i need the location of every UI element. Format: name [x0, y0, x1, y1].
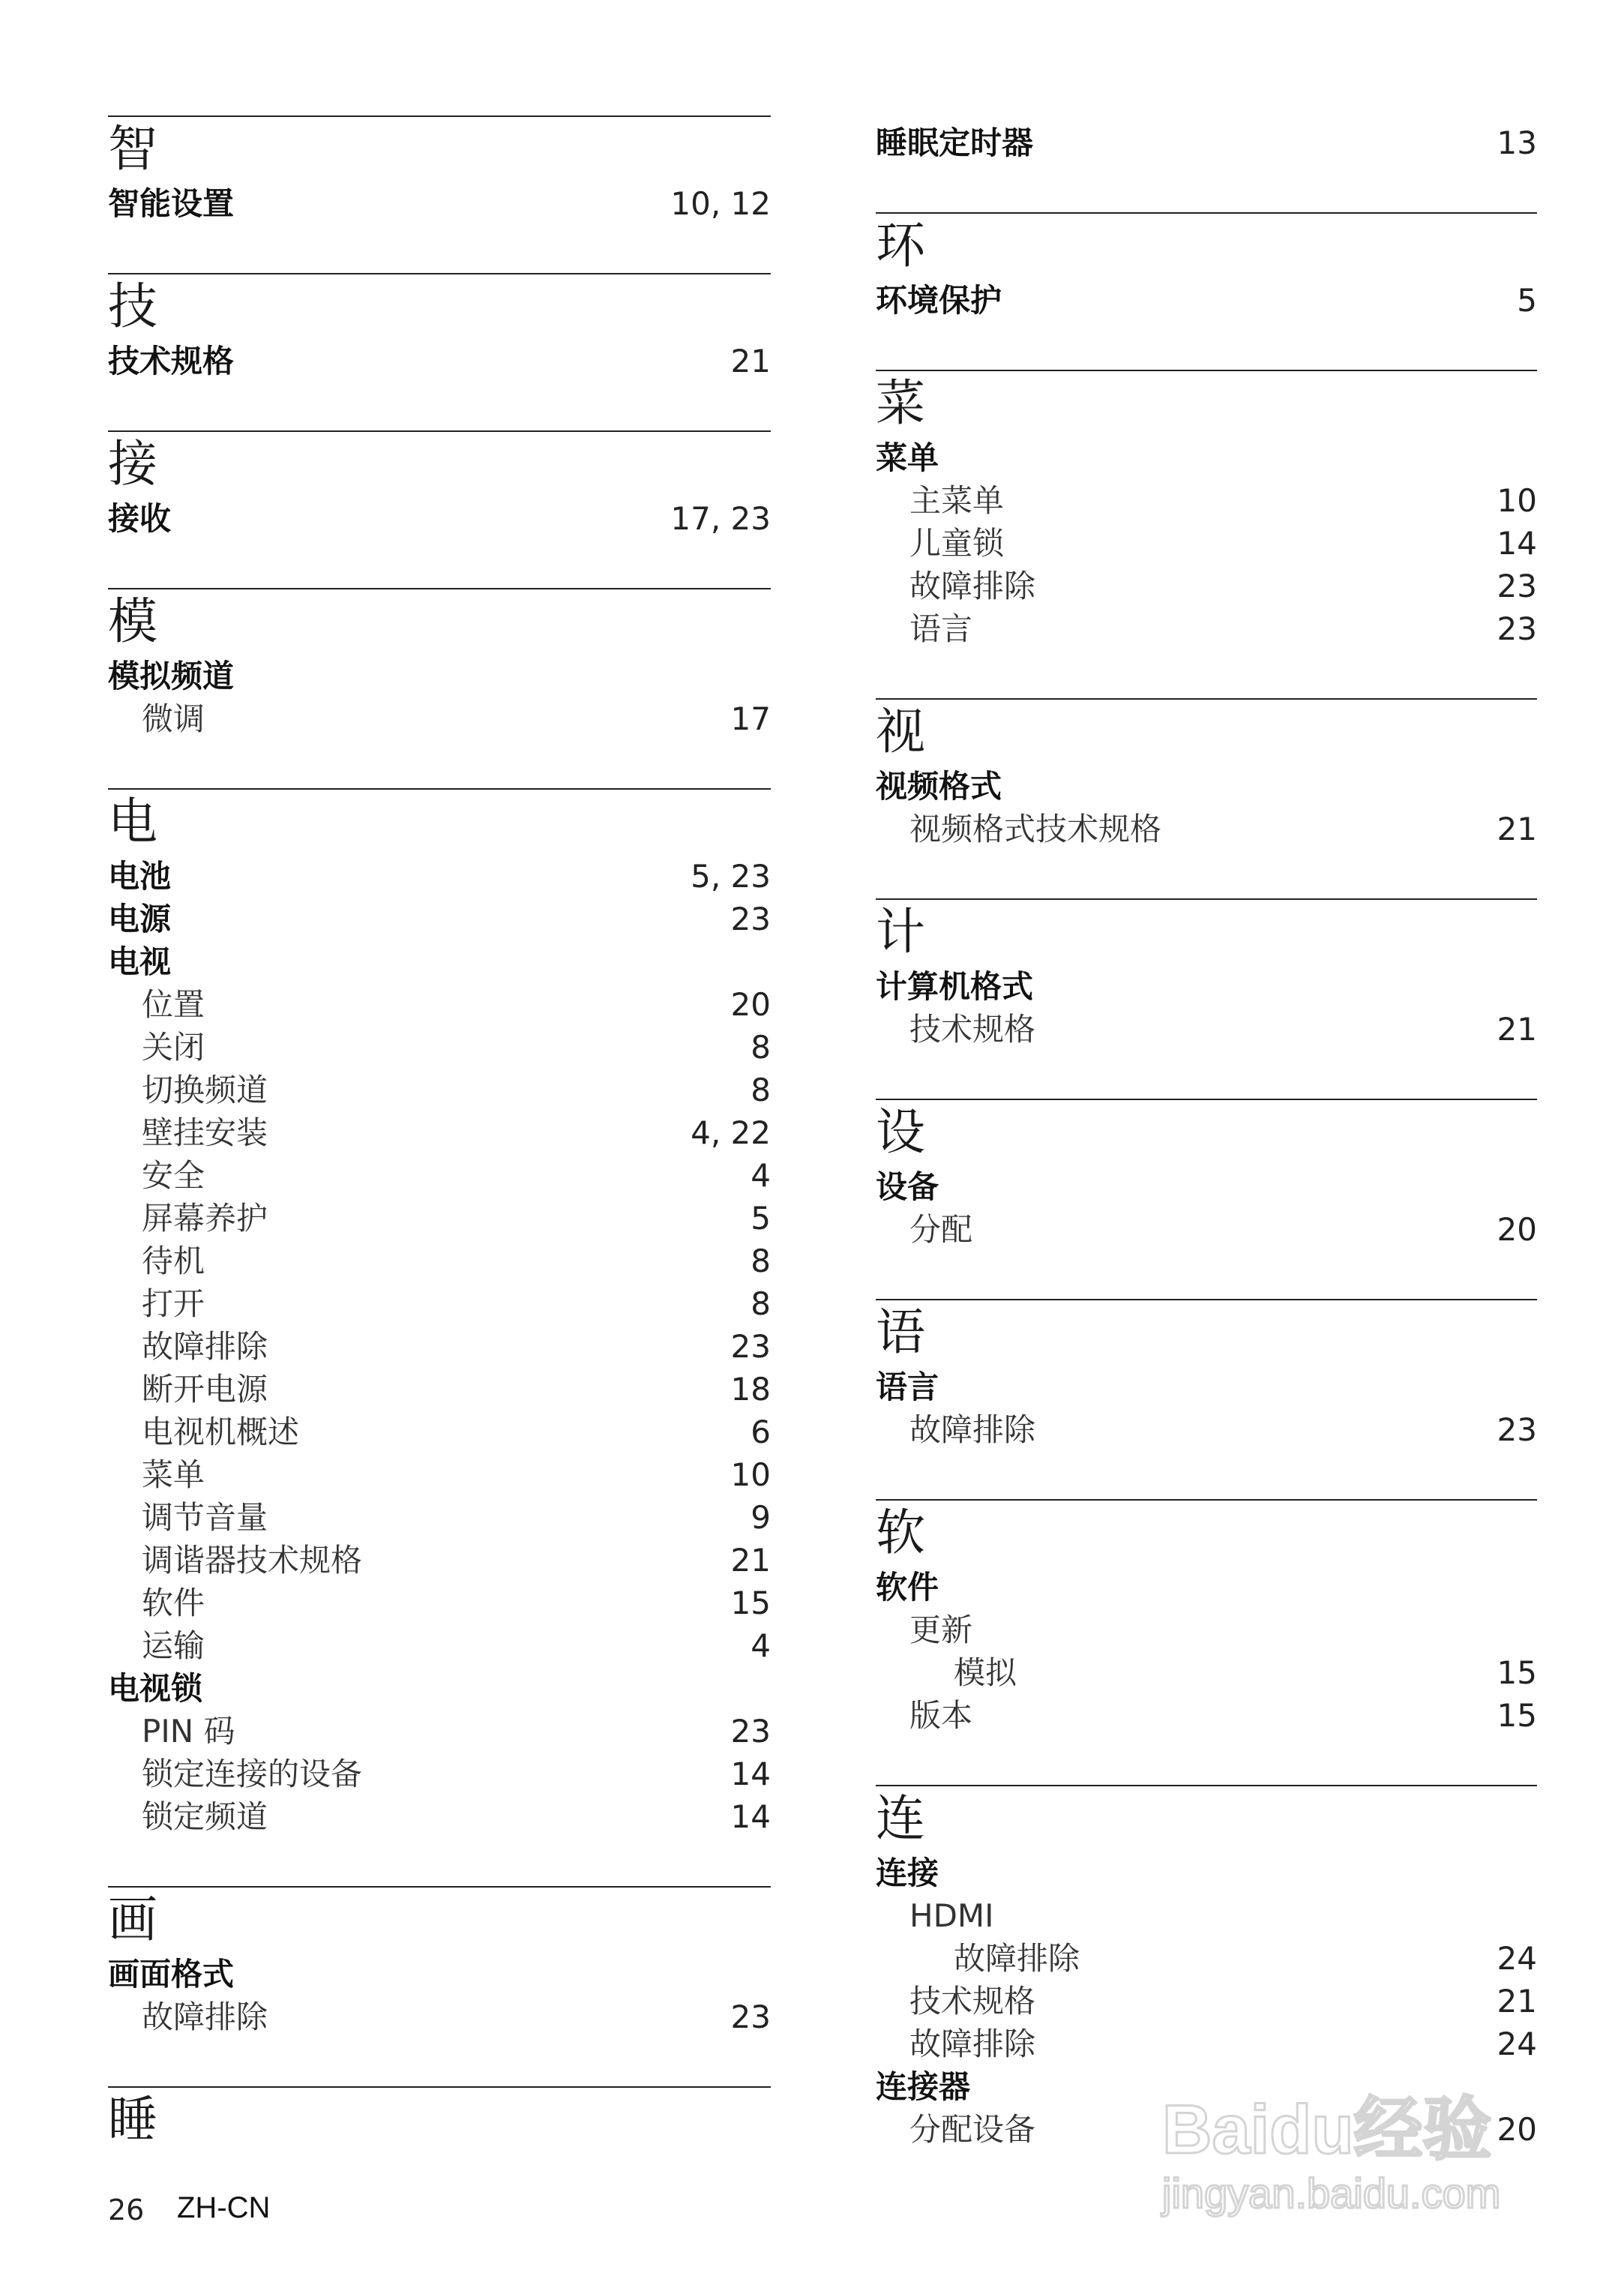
entry-pages: 20 [730, 986, 771, 1023]
entry-label: 电视锁 [108, 1670, 203, 1707]
index-entry [876, 522, 1537, 565]
section-entries [876, 1566, 1537, 1737]
entry-label: 待机 [142, 1243, 205, 1279]
index-entry [108, 697, 771, 740]
baidu-watermark [1162, 2092, 1500, 2220]
entry-label: 软件 [142, 1585, 205, 1621]
entry-pages: 4 [751, 1627, 771, 1664]
entry-pages: 6 [751, 1414, 771, 1450]
index-entry [876, 565, 1537, 607]
entry-pages: 5 [751, 1200, 771, 1237]
index-section [876, 1299, 1537, 1499]
section-entries [876, 1366, 1537, 1451]
index-entry [876, 965, 1537, 1008]
entry-pages: 15 [730, 1585, 771, 1621]
entry-label: 分配设备 [909, 2111, 1036, 2148]
entry-pages: 23 [730, 1328, 771, 1365]
index-section [108, 430, 771, 588]
entry-label: 电池 [108, 858, 172, 895]
entry-pages: 8 [751, 1243, 771, 1279]
entry-pages: 4 [751, 1157, 771, 1194]
index-section [876, 370, 1537, 698]
entry-pages: 8 [751, 1285, 771, 1322]
section-heading: 技 [108, 277, 157, 335]
section-entries [108, 1953, 771, 2038]
section-entries [108, 497, 771, 540]
index-entry [108, 1111, 771, 1154]
index-entry [876, 279, 1537, 322]
section-entries [108, 340, 771, 382]
entry-pages: 23 [730, 901, 771, 937]
entry-label: 故障排除 [909, 1411, 1036, 1448]
entry-label: 技术规格 [909, 1983, 1036, 2020]
index-entry [876, 1852, 1537, 1894]
entry-label: 主菜单 [909, 482, 1005, 519]
section-entries [108, 855, 771, 1838]
entry-label: 模拟频道 [108, 658, 235, 694]
section-heading: 环 [876, 217, 925, 274]
index-entry [876, 2023, 1537, 2065]
entry-label: 壁挂安装 [142, 1114, 268, 1151]
index-section [876, 1499, 1537, 1785]
index-entry [108, 1753, 771, 1795]
index-entry [876, 607, 1537, 650]
entry-label: 睡眠定时器 [876, 124, 1034, 161]
section-heading: 智 [108, 120, 157, 178]
entry-label: 软件 [876, 1569, 939, 1606]
index-entry [108, 1795, 771, 1838]
entry-pages: 4, 22 [691, 1114, 771, 1151]
index-section [876, 212, 1537, 370]
entry-label: 版本 [909, 1697, 973, 1734]
index-entry [876, 479, 1537, 522]
entry-label: 智能设置 [108, 185, 235, 222]
entry-pages: 13 [1497, 124, 1537, 161]
section-heading: 语 [876, 1303, 925, 1361]
entry-label: 环境保护 [876, 282, 1002, 319]
entry-pages: 8 [751, 1029, 771, 1066]
entry-label: 儿童锁 [909, 525, 1005, 562]
watermark-logo: Baidu经验 [1162, 2092, 1492, 2168]
entry-pages: 8 [751, 1072, 771, 1108]
index-entry [876, 1008, 1537, 1051]
entry-label: 电源 [108, 901, 172, 937]
entry-label: 电视机概述 [142, 1414, 300, 1450]
entry-pages: 15 [1497, 1654, 1537, 1691]
entry-label: 故障排除 [954, 1940, 1080, 1977]
index-entry [108, 1667, 771, 1710]
entry-label: 运输 [142, 1627, 205, 1664]
entry-label: 断开电源 [142, 1371, 268, 1408]
index-entry [876, 1408, 1537, 1451]
entry-label: 调节音量 [142, 1499, 268, 1536]
index-entry [108, 1411, 771, 1453]
entry-pages: 21 [1497, 811, 1537, 847]
entry-label: 锁定连接的设备 [142, 1756, 363, 1792]
entry-label: 更新 [909, 1612, 973, 1648]
index-section [108, 115, 771, 273]
section-entries [876, 436, 1537, 650]
section-heading: 设 [876, 1103, 925, 1161]
index-entry [108, 1154, 771, 1197]
entry-label: 连接 [876, 1855, 939, 1891]
index-entry [876, 1651, 1537, 1694]
section-heading: 视 [876, 703, 925, 760]
section-heading: 睡 [108, 2091, 157, 2149]
entry-label: 技术规格 [909, 1011, 1036, 1048]
entry-label: 位置 [142, 986, 205, 1023]
section-heading: 画 [108, 1891, 157, 1948]
entry-pages: 17, 23 [670, 500, 771, 537]
index-entry [876, 436, 1537, 479]
index-entry [876, 1694, 1537, 1737]
section-heading: 电 [108, 793, 157, 850]
entry-pages: 14 [730, 1756, 771, 1792]
page-number: 26 [108, 2194, 145, 2227]
entry-pages: 15 [1497, 1697, 1537, 1734]
index-entry [876, 1165, 1537, 1208]
entry-pages: 21 [730, 343, 771, 379]
index-entry [108, 898, 771, 940]
entry-pages: 14 [730, 1798, 771, 1835]
index-entry [876, 1609, 1537, 1651]
index-entry [108, 1368, 771, 1411]
index-entry [108, 1953, 771, 1996]
section-heading: 接 [108, 435, 157, 493]
index-entry [108, 182, 771, 225]
entry-pages: 21 [1497, 1011, 1537, 1048]
section-entries [876, 279, 1537, 322]
entry-pages: 23 [1497, 1411, 1537, 1448]
index-section [108, 1886, 771, 2086]
entry-label: 故障排除 [142, 1328, 268, 1365]
section-heading: 计 [876, 903, 925, 961]
entry-label: 语言 [909, 610, 973, 647]
index-section [108, 588, 771, 788]
index-entry [108, 1282, 771, 1325]
index-section [876, 1099, 1537, 1299]
entry-pages: 23 [1497, 568, 1537, 604]
index-entry [108, 1240, 771, 1282]
index-entry [108, 1539, 771, 1582]
entry-label: PIN 码 [142, 1713, 235, 1750]
section-entries [876, 1165, 1537, 1251]
entry-label: 技术规格 [108, 343, 235, 379]
entry-pages: 10, 12 [670, 185, 771, 222]
index-entry [108, 1026, 771, 1069]
entry-label: 连接器 [876, 2068, 971, 2105]
entry-label: 视频格式 [876, 768, 1002, 805]
index-section [876, 698, 1537, 898]
index-entry [876, 1366, 1537, 1408]
entry-label: 设备 [876, 1168, 939, 1205]
entry-pages: 5 [1517, 282, 1537, 319]
index-column-left [108, 115, 771, 2194]
index-section [876, 898, 1537, 1099]
index-entry [876, 1937, 1537, 1980]
index-entry [108, 1325, 771, 1368]
entry-label: 打开 [142, 1285, 205, 1322]
entry-label: 分配 [909, 1211, 973, 1248]
section-entries [108, 182, 771, 225]
entry-label: 模拟 [954, 1654, 1017, 1691]
index-entry [108, 983, 771, 1026]
language-code: ZH-CN [177, 2191, 271, 2224]
entry-pages: 23 [1497, 610, 1537, 647]
index-entry [108, 1197, 771, 1240]
index-entry [108, 655, 771, 697]
continued-entries [876, 121, 1537, 212]
index-entry [876, 765, 1537, 808]
entry-pages: 10 [1497, 482, 1537, 519]
index-entry [108, 1710, 771, 1753]
index-entry [108, 340, 771, 382]
entry-label: 故障排除 [142, 1999, 268, 2035]
entry-pages: 18 [730, 1371, 771, 1408]
index-section [108, 273, 771, 430]
index-section [108, 788, 771, 1886]
entry-label: 语言 [876, 1369, 939, 1405]
entry-label: 接收 [108, 500, 172, 537]
entry-pages: 20 [1497, 1211, 1537, 1248]
index-entry [108, 855, 771, 898]
section-heading: 连 [876, 1789, 925, 1847]
entry-label: 菜单 [142, 1456, 205, 1493]
index-entry [876, 1566, 1537, 1609]
section-heading: 模 [108, 592, 157, 650]
entry-pages: 5, 23 [691, 858, 771, 895]
entry-label: 计算机格式 [876, 968, 1034, 1005]
entry-pages: 24 [1497, 2026, 1537, 2062]
section-entries [108, 655, 771, 740]
entry-pages: 23 [730, 1999, 771, 2035]
entry-pages: 23 [730, 1713, 771, 1750]
index-entry [108, 1582, 771, 1624]
index-entry [108, 1624, 771, 1667]
entry-label: 画面格式 [108, 1956, 235, 1993]
entry-label: 切换频道 [142, 1072, 268, 1108]
entry-pages: 21 [730, 1542, 771, 1579]
entry-label: 菜单 [876, 439, 939, 476]
entry-label: 关闭 [142, 1029, 205, 1066]
entry-label: 电视 [108, 943, 172, 980]
section-heading: 菜 [876, 374, 925, 432]
index-entry [876, 808, 1537, 850]
section-entries [876, 765, 1537, 850]
entry-label: 微调 [142, 700, 205, 737]
entry-label: 视频格式技术规格 [909, 811, 1162, 847]
entry-label: 安全 [142, 1157, 205, 1194]
index-entry [108, 1996, 771, 2038]
index-entry [108, 940, 771, 983]
index-section [108, 2086, 771, 2194]
entry-label: 锁定频道 [142, 1798, 268, 1835]
entry-label: 屏幕养护 [142, 1200, 268, 1237]
entry-pages: 21 [1497, 1983, 1537, 2020]
entry-label: 故障排除 [909, 2026, 1036, 2062]
index-entry [876, 1894, 1537, 1937]
entry-pages: 9 [751, 1499, 771, 1536]
entry-pages: 10 [730, 1456, 771, 1493]
section-entries [876, 965, 1537, 1051]
index-entry [108, 497, 771, 540]
index-entry [876, 121, 1537, 164]
watermark-url: jingyan.baidu.com [1162, 2170, 1501, 2217]
index-entry [876, 1980, 1537, 2023]
entry-label: 调谐器技术规格 [142, 1542, 363, 1579]
section-heading: 软 [876, 1504, 925, 1561]
index-column-right [876, 121, 1537, 2199]
entry-label: 故障排除 [909, 568, 1036, 604]
entry-pages: 24 [1497, 1940, 1537, 1977]
index-entry [108, 1453, 771, 1496]
entry-pages: 14 [1497, 525, 1537, 562]
index-entry [108, 1496, 771, 1539]
index-entry [108, 1069, 771, 1111]
entry-label: HDMI [909, 1897, 994, 1934]
entry-pages: 17 [730, 700, 771, 737]
index-entry [876, 1208, 1537, 1251]
entry-pages: 20 [1497, 2111, 1537, 2148]
